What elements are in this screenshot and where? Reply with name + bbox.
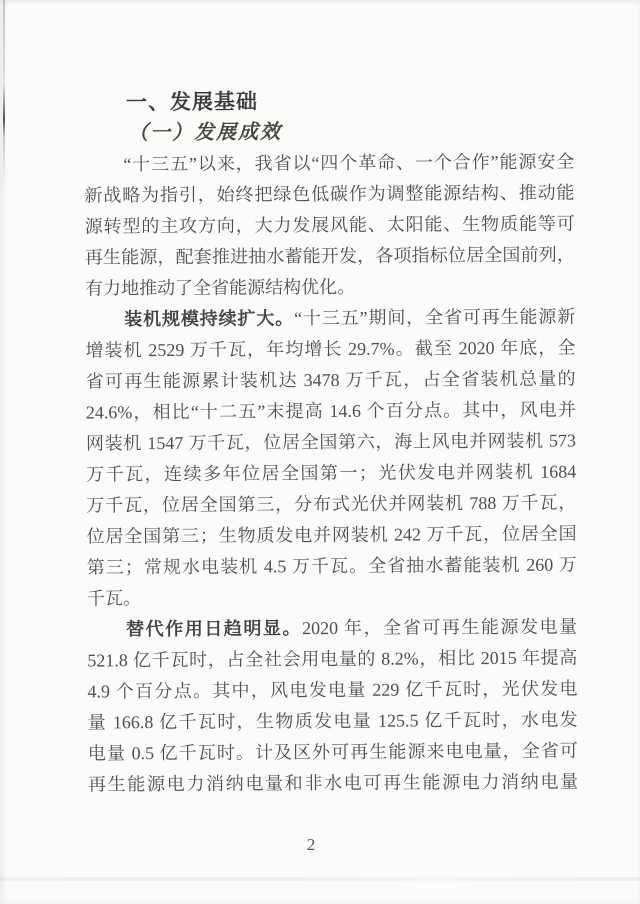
text-line: [87, 673, 577, 707]
body-text: 再生能源，配套推进抽水蓄能开发，各项指标位居全国前列，: [84, 244, 575, 268]
body-text: “十三五”期间，全省可再生能源新: [294, 306, 576, 329]
subsection-heading: （一）发展成效: [128, 121, 283, 145]
body-text: 再生能源电力消纳电量和非水电可再生能源电力消纳电量: [88, 771, 579, 795]
body-text: 万千瓦，连续多年位居全国第一；光伏发电并网装机 1684: [86, 461, 577, 485]
paragraphs-container: [84, 147, 578, 801]
text-line: [87, 642, 577, 676]
text-line: [86, 519, 576, 553]
text-line: [86, 488, 576, 522]
text-line: [84, 147, 574, 181]
body-text: 量 166.8 亿千瓦时，生物质发电量 125.5 亿千瓦时，水电发: [87, 709, 578, 733]
text-line: [85, 209, 575, 243]
text-line: [88, 735, 578, 769]
section-heading: 一、发展基础: [125, 90, 258, 115]
body-text: 有力地推动了全省能源结构优化。: [84, 276, 356, 299]
text-line: [85, 302, 575, 336]
text-line: [87, 581, 577, 615]
body-text: 电量 0.5 亿千瓦时。计及区外可再生能源来电电量，全省可: [87, 740, 578, 764]
body-text: 2020 年，全省可再生能源发电量: [302, 616, 578, 639]
scan-streak-artifact: [0, 877, 640, 881]
text-line: [85, 333, 575, 367]
scan-edge-artifact: [3, 0, 5, 190]
text-line: [84, 178, 574, 212]
paragraph: [87, 612, 578, 801]
body-text: 省可再生能源累计装机达 3478 万千瓦，占全省装机总量的: [85, 368, 576, 392]
text-line: [86, 364, 576, 398]
text-line: [88, 766, 578, 800]
text-line: [86, 426, 576, 460]
body-text: 网装机 1547 万千瓦，位居全国第六，海上风电并网装机 573: [85, 430, 577, 454]
emphasized-lead-in-text: 装机规模持续扩大。: [124, 308, 295, 330]
text-line: [87, 550, 577, 584]
body-text: 521.8 亿千瓦时，占全社会用电量的 8.2%，相比 2015 年提高: [87, 647, 578, 671]
body-text: 位居全国第三；生物质发电并网装机 242 万千瓦，位居全国: [86, 523, 577, 547]
body-text: 24.6%，相比“十二五”末提高 14.6 个百分点。其中，风电并: [85, 399, 576, 423]
body-text: 万千瓦，位居全国第三，分布式光伏并网装机 788 万千瓦，: [86, 492, 577, 516]
body-text: 增装机 2529 万千瓦，年均增长 29.7%。截至 2020 年底，全: [85, 337, 576, 361]
emphasized-lead-in-text: 替代作用日趋明显。: [126, 618, 303, 640]
document-content: [84, 85, 578, 801]
text-line: [87, 612, 577, 646]
body-text: 第三；常规水电装机 4.5 万千瓦。全省抽水蓄能装机 260 万: [86, 554, 577, 578]
text-line: [86, 395, 576, 429]
body-text: 新战略为指引，始终把绿色低碳作为调整能源结构、推动能: [84, 182, 575, 206]
body-text: “十三五”以来，我省以“四个革命、一个合作”能源安全: [123, 151, 575, 175]
body-text: 千瓦。: [86, 588, 142, 609]
body-text: 4.9 个百分点。其中，风电发电量 229 亿千瓦时，光伏发电: [87, 678, 578, 702]
paragraph: [84, 147, 575, 305]
page-number: 2: [306, 835, 316, 854]
text-line: [85, 240, 575, 274]
text-line: [85, 271, 575, 305]
text-line: [86, 457, 576, 491]
paragraph: [85, 302, 577, 615]
body-text: 源转型的主攻方向，大力发展风能、太阳能、生物质能等可: [84, 213, 575, 237]
text-line: [88, 704, 578, 738]
